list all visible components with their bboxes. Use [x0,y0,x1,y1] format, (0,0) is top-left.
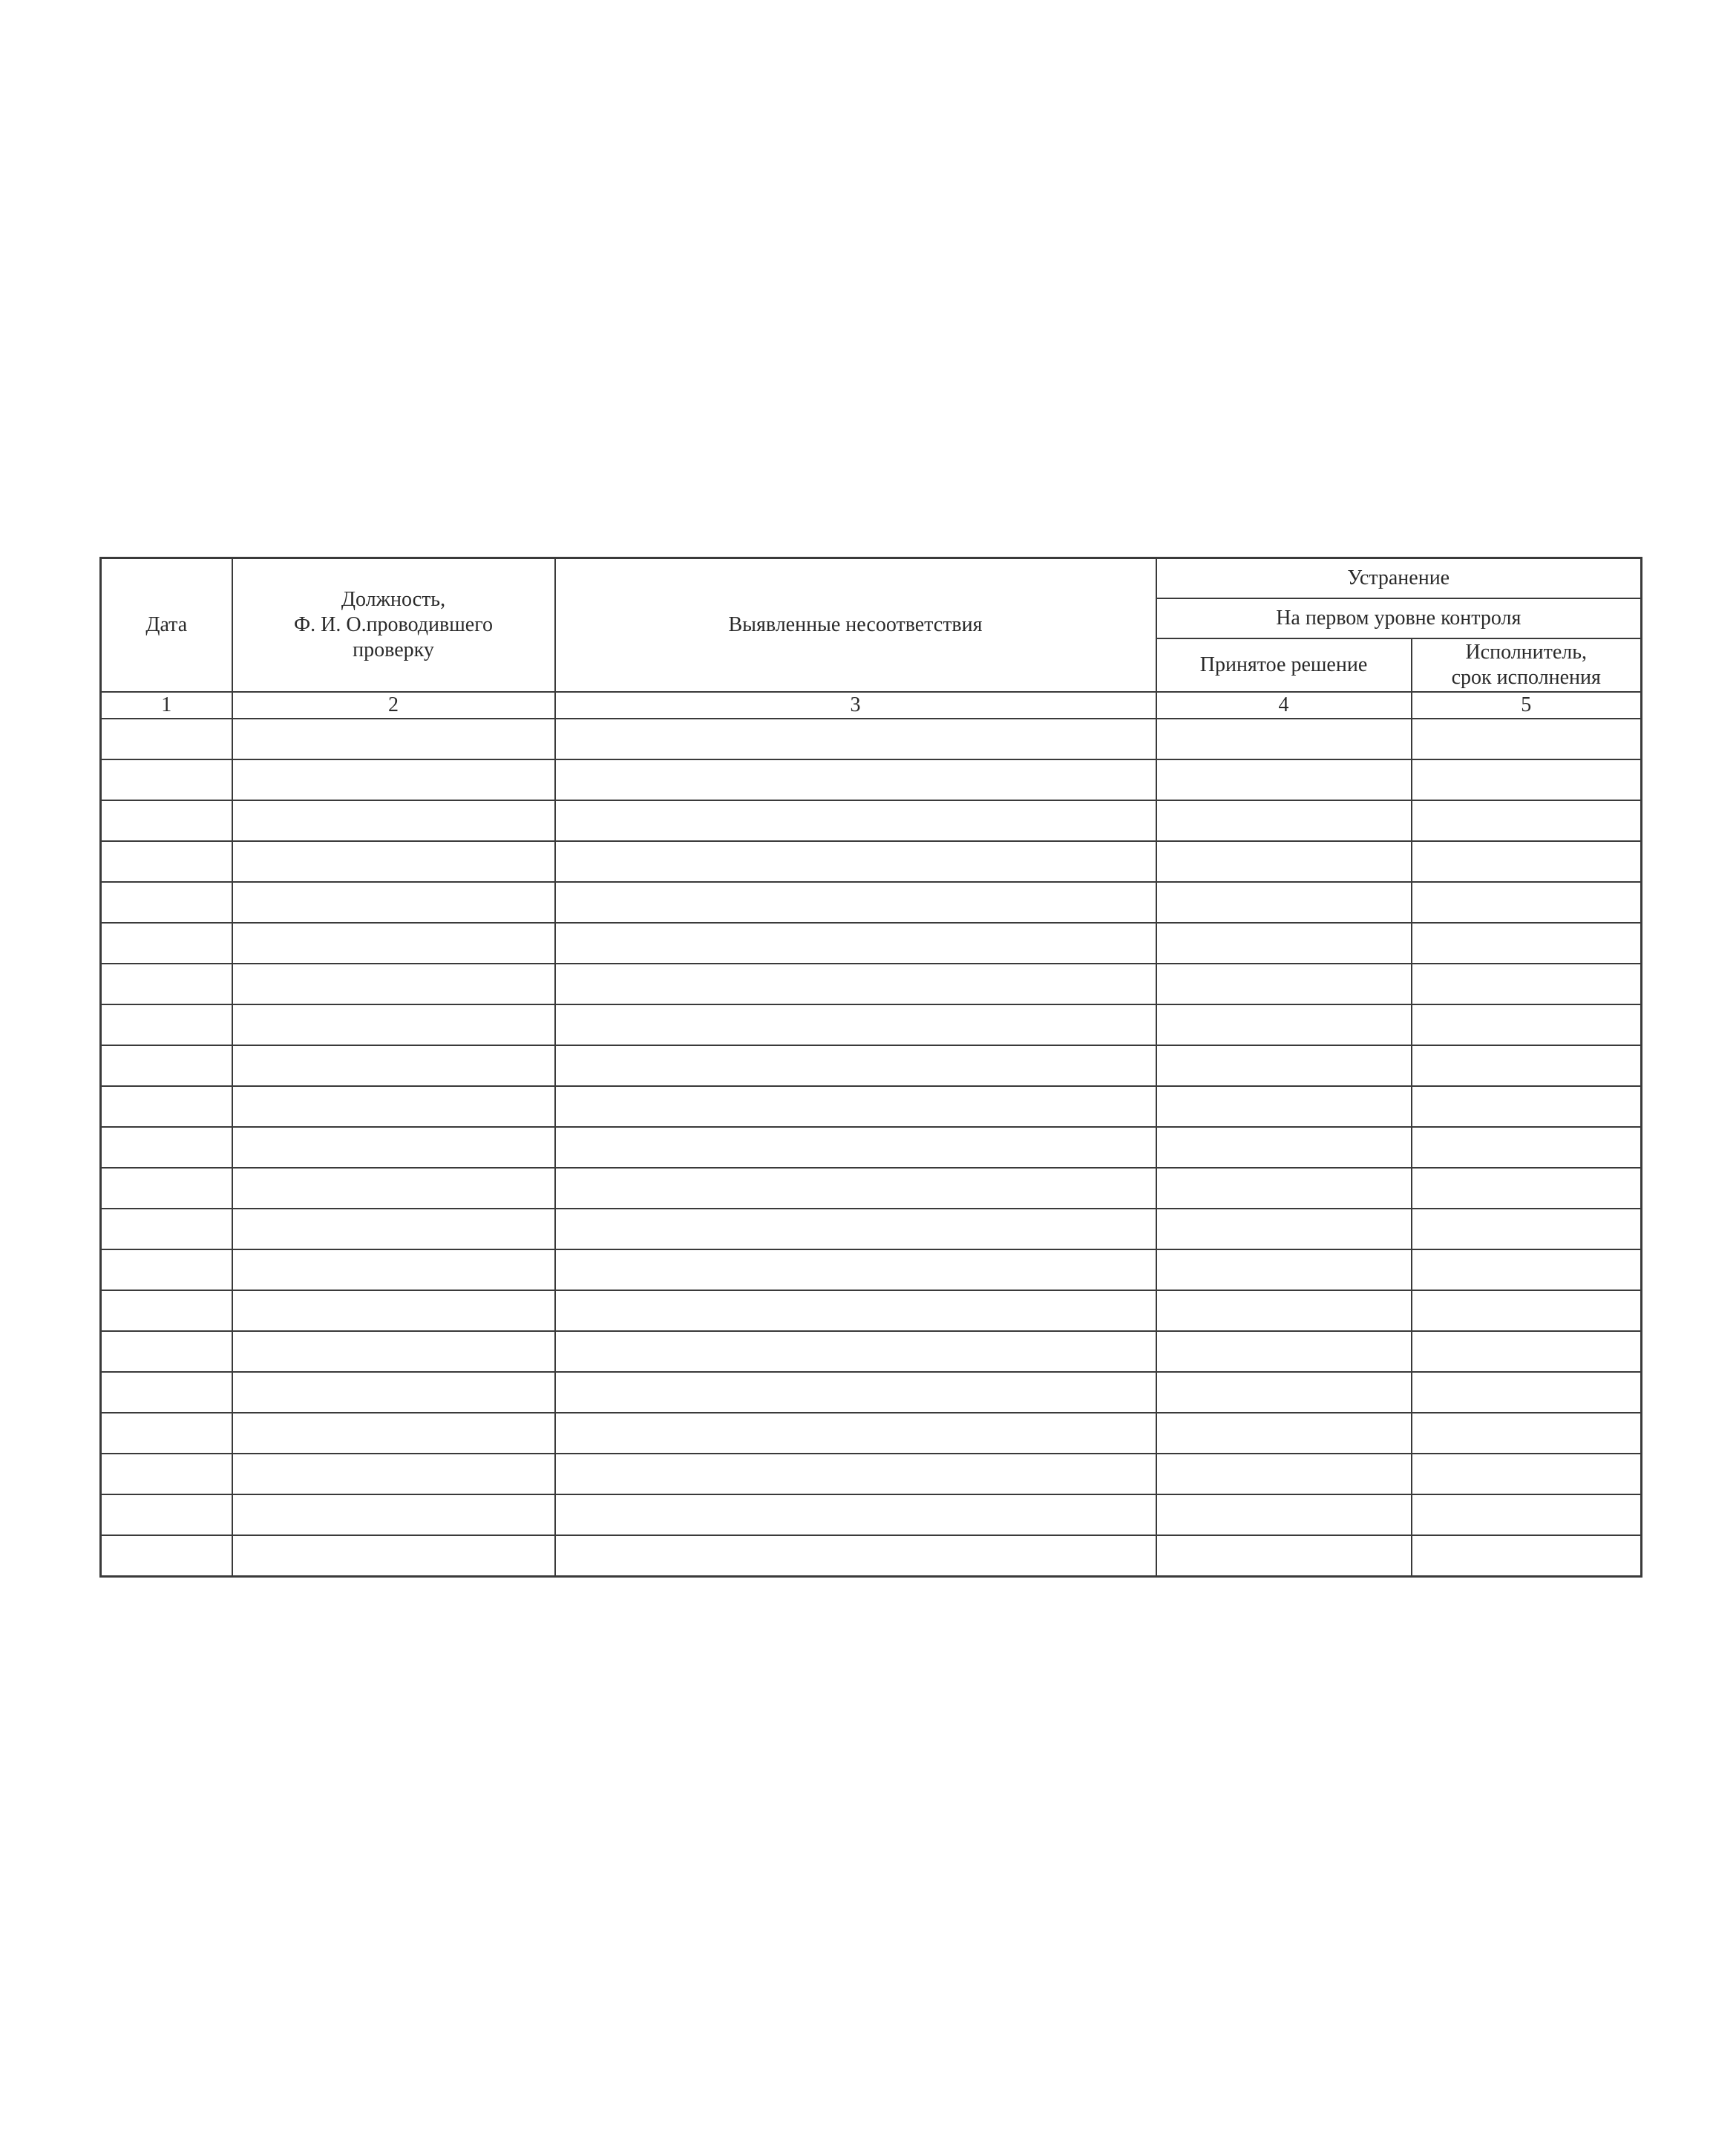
table-cell[interactable] [1412,1086,1642,1127]
table-cell[interactable] [101,1209,232,1249]
table-row [101,1413,1642,1454]
header-executor-line-2: срок исполнения [1451,666,1601,689]
table-cell[interactable] [232,1086,555,1127]
header-date: Дата [101,558,232,693]
table-cell[interactable] [1412,1168,1642,1209]
table-row [101,1454,1642,1494]
table-cell[interactable] [1412,719,1642,759]
table-row [101,1494,1642,1535]
table-cell[interactable] [555,1290,1156,1331]
table-cell[interactable] [1412,1209,1642,1249]
table-cell[interactable] [101,1004,232,1045]
table-cell[interactable] [232,1249,555,1290]
table-cell[interactable] [232,1454,555,1494]
table-cell[interactable] [1156,1535,1412,1577]
table-row [101,1168,1642,1209]
table-cell[interactable] [1156,1454,1412,1494]
table-cell[interactable] [555,841,1156,882]
inspection-journal-table [99,557,1642,1578]
table-cell[interactable] [555,1086,1156,1127]
table-cell[interactable] [555,1127,1156,1168]
table-cell[interactable] [1412,923,1642,964]
table-cell[interactable] [1412,1331,1642,1372]
header-inspector-line-1: Должность, [341,588,446,611]
table-cell[interactable] [232,719,555,759]
table-row [101,1209,1642,1249]
table-cell[interactable] [232,1494,555,1535]
header-inspector [232,558,555,693]
table-cell[interactable] [101,841,232,882]
header-elimination: Устранение [1156,558,1642,599]
table-cell[interactable] [1412,1004,1642,1045]
table-cell[interactable] [555,1535,1156,1577]
header-inspector-line-3: проверку [353,638,434,661]
table-cell[interactable] [101,719,232,759]
table-cell[interactable] [101,923,232,964]
table-cell[interactable] [1156,1168,1412,1209]
table-cell[interactable] [232,1209,555,1249]
table-row [101,1045,1642,1086]
table-cell[interactable] [232,923,555,964]
table-cell[interactable] [101,882,232,923]
table-cell[interactable] [232,882,555,923]
table-cell[interactable] [1156,800,1412,841]
table-cell[interactable] [1412,964,1642,1004]
table-row [101,964,1642,1004]
table-cell[interactable] [232,1331,555,1372]
table-cell[interactable] [1412,1127,1642,1168]
table-cell[interactable] [1412,1249,1642,1290]
table-cell[interactable] [1412,1494,1642,1535]
column-number: 1 [101,692,232,719]
table-cell[interactable] [1156,964,1412,1004]
table-row [101,1290,1642,1331]
table-cell[interactable] [101,1413,232,1454]
table-cell[interactable] [101,1372,232,1413]
table-cell[interactable] [1156,1331,1412,1372]
table-row [101,1331,1642,1372]
table-cell[interactable] [101,1290,232,1331]
table-row [101,882,1642,923]
table-cell[interactable] [101,800,232,841]
column-number: 5 [1412,692,1642,719]
table-cell[interactable] [101,964,232,1004]
table-cell[interactable] [555,1209,1156,1249]
table-row [101,1535,1642,1577]
table-cell[interactable] [101,759,232,800]
table-cell[interactable] [555,1045,1156,1086]
table-cell[interactable] [232,1290,555,1331]
table-row [101,1086,1642,1127]
table-cell[interactable] [101,1127,232,1168]
table-cell[interactable] [101,1045,232,1086]
column-number: 3 [555,692,1156,719]
column-number: 4 [1156,692,1412,719]
table-cell[interactable] [555,964,1156,1004]
table-cell[interactable] [232,1004,555,1045]
column-numbers-row [101,692,1642,719]
table-cell[interactable] [1156,1127,1412,1168]
table-cell[interactable] [101,1168,232,1209]
table-cell[interactable] [101,1249,232,1290]
table-row [101,719,1642,759]
table-cell[interactable] [101,1535,232,1577]
table-cell[interactable] [555,1249,1156,1290]
table-cell[interactable] [1412,800,1642,841]
table-cell[interactable] [1156,1290,1412,1331]
table-cell[interactable] [1156,759,1412,800]
table-cell[interactable] [1156,1413,1412,1454]
header-executor [1412,638,1642,692]
table-cell[interactable] [1156,882,1412,923]
table-cell[interactable] [101,1331,232,1372]
table-row [101,1127,1642,1168]
table-cell[interactable] [1156,841,1412,882]
table-cell[interactable] [1412,1535,1642,1577]
table-cell[interactable] [232,964,555,1004]
table-row [101,923,1642,964]
table-cell[interactable] [101,1494,232,1535]
table-cell[interactable] [1412,841,1642,882]
table-row [101,841,1642,882]
table-row [101,1004,1642,1045]
table-cell[interactable] [1412,1290,1642,1331]
table-cell[interactable] [1156,1209,1412,1249]
table-cell[interactable] [1412,1045,1642,1086]
table-cell[interactable] [232,1535,555,1577]
table-cell[interactable] [232,1372,555,1413]
table-cell[interactable] [555,1494,1156,1535]
table-cell[interactable] [1412,1372,1642,1413]
table-row [101,1249,1642,1290]
table-cell[interactable] [555,1454,1156,1494]
table-body [101,719,1642,1577]
table-cell[interactable] [1412,759,1642,800]
table-row [101,800,1642,841]
header-row-1 [101,558,1642,599]
header-inspector-line-2: Ф. И. О.проводившего [294,613,493,636]
table-cell[interactable] [1156,1494,1412,1535]
table-cell[interactable] [101,1454,232,1494]
table-cell[interactable] [232,1045,555,1086]
header-executor-line-1: Исполнитель, [1465,641,1588,664]
table-cell[interactable] [555,759,1156,800]
table-cell[interactable] [1156,1045,1412,1086]
header-nonconformities: Выявленные несоответствия [555,558,1156,693]
header-decision: Принятое решение [1156,638,1412,692]
table-cell[interactable] [555,1331,1156,1372]
table-cell[interactable] [232,1127,555,1168]
column-number: 2 [232,692,555,719]
table-cell[interactable] [555,1168,1156,1209]
table-cell[interactable] [1156,1372,1412,1413]
table-cell[interactable] [232,759,555,800]
table-cell[interactable] [232,841,555,882]
table-cell[interactable] [1412,882,1642,923]
table-cell[interactable] [1156,1249,1412,1290]
table-cell[interactable] [232,1413,555,1454]
table-cell[interactable] [555,800,1156,841]
table-cell[interactable] [555,882,1156,923]
table-cell[interactable] [555,1372,1156,1413]
table-row [101,1372,1642,1413]
table-cell[interactable] [232,1168,555,1209]
table-cell[interactable] [1156,719,1412,759]
table-cell[interactable] [1156,1004,1412,1045]
table-cell[interactable] [1156,923,1412,964]
table-cell[interactable] [555,1004,1156,1045]
table-cell[interactable] [101,1086,232,1127]
table-cell[interactable] [232,800,555,841]
table-cell[interactable] [1412,1413,1642,1454]
table-cell[interactable] [1412,1454,1642,1494]
table-cell[interactable] [555,1413,1156,1454]
header-first-level-control: На первом уровне контроля [1156,598,1642,638]
table-row [101,759,1642,800]
table-cell[interactable] [1156,1086,1412,1127]
table-cell[interactable] [555,719,1156,759]
table-cell[interactable] [555,923,1156,964]
